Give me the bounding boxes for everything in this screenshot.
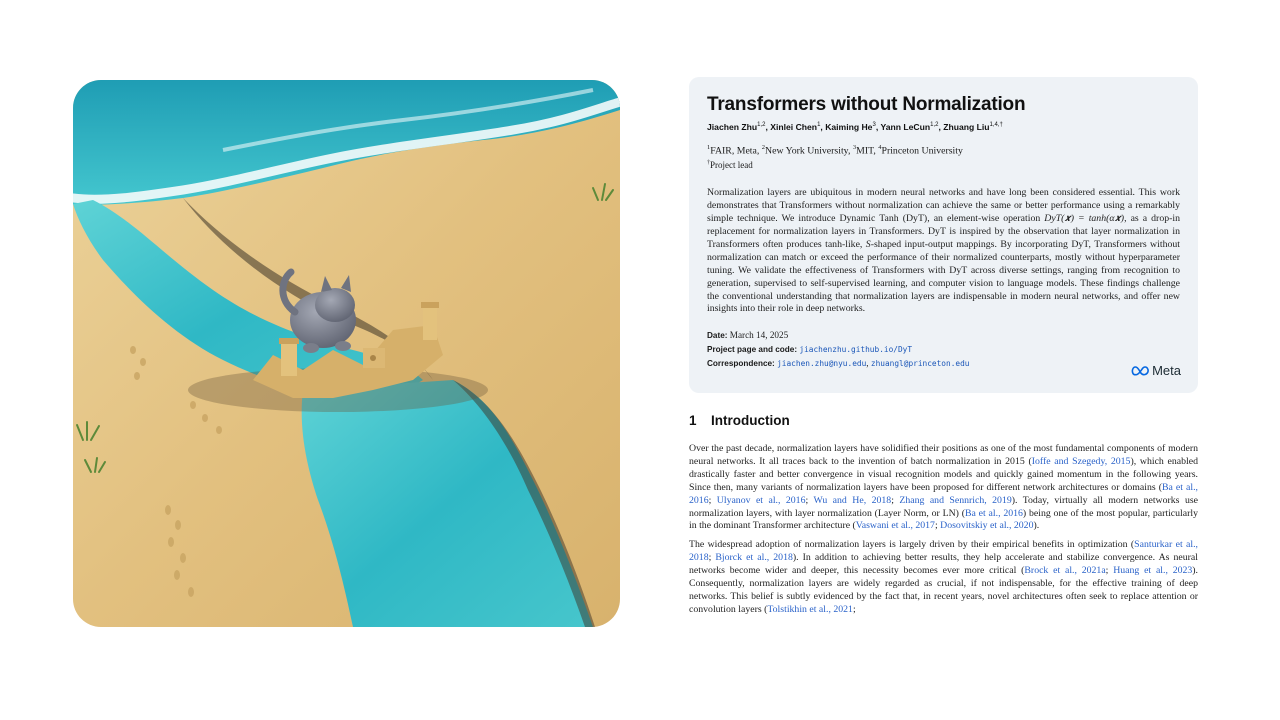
math-expression: S xyxy=(865,238,871,250)
paragraph-text: ; xyxy=(852,603,856,615)
author: Kaiming He$^3$ xyxy=(825,122,876,132)
affiliations: $^1$FAIR, Meta, $^2$New York University, $^3$MIT, $^4$Princeton University xyxy=(707,144,963,157)
citation-link[interactable]: Ulyanov et al., 2016 xyxy=(716,494,806,506)
citation-link[interactable]: Tolstikhin et al., 2021 xyxy=(767,603,853,615)
paragraph-text: ; xyxy=(805,494,814,506)
paper-title: Transformers without Normalization xyxy=(707,94,1026,115)
cover-illustration xyxy=(73,80,620,627)
citation-link[interactable]: Wu and He, 2018 xyxy=(813,494,892,506)
abstract-box xyxy=(689,77,1198,393)
paragraph-text: ; xyxy=(708,494,717,506)
author: Jiachen Zhu$^{1,2}$ xyxy=(707,122,766,132)
email-link[interactable]: jiachen.zhu@nyu.edu xyxy=(777,358,867,368)
paragraph-text: ). xyxy=(1033,520,1040,532)
paragraph-text: ), which enabled drastically faster and better convergence in visual recognition models and quickly gained momentum in the following years. Since then, many variants of normalization layers have been proposed for different network architectures or domains ( xyxy=(689,455,1198,493)
paper-metadata xyxy=(707,329,1180,370)
citation-link[interactable]: Vaswani et al., 2017 xyxy=(855,520,935,532)
paragraph xyxy=(689,443,1198,533)
citation-link[interactable]: Ba et al., 2016 xyxy=(689,481,1198,506)
paragraph-text: ; xyxy=(934,520,941,532)
citation-link[interactable]: Dosovitskiy et al., 2020 xyxy=(940,520,1034,532)
paragraph-text: ). Consequently, normalization layers are widely regarded as crucial, if not indispensable, for the effective training of deep networks. This belief is subtly evidenced by the fact that, in recent years, novel architectures often seek to replace attention or convolution layers ( xyxy=(689,565,1198,615)
meta-infinity-icon xyxy=(1131,365,1150,376)
paragraph-text: ; xyxy=(1105,565,1114,577)
paragraph-text: ). Today, virtually all modern networks use normalization layers, with layer normalization (Layer Norm, or LN) ( xyxy=(689,494,1198,519)
paragraph-text: ) being one of the most popular, particularly in the dominant Transformer architecture ( xyxy=(689,507,1198,532)
paragraph-text: The widespread adoption of normalization layers is largely driven by their empirical benefits in optimization ( xyxy=(689,539,1135,551)
citation-link[interactable]: Brock et al., 2021a xyxy=(1024,565,1106,577)
paragraph-text: Over the past decade, normalization layers have solidified their positions as one of the most fundamental components of modern neural networks. It all traces back to the invention of batch normalization in 2015 ( xyxy=(689,443,1198,467)
citation-link[interactable]: Zhang and Sennrich, 2019 xyxy=(899,494,1012,506)
project-link[interactable]: jiachenzhu.github.io/DyT xyxy=(799,344,913,354)
abstract-text xyxy=(707,187,1180,316)
citation-link[interactable]: Santurkar et al., 2018 xyxy=(689,539,1198,564)
paragraph-text: ). In addition to achieving better results, they help accelerate and stabilize convergence. As neural networks become wider and deeper, this necessity becomes ever more critical ( xyxy=(689,552,1198,577)
date-row: Date: March 14, 2025 xyxy=(707,330,789,341)
introduction-body xyxy=(689,443,1198,629)
section-heading: 1 Introduction xyxy=(689,413,790,428)
citation-link[interactable]: Bjorck et al., 2018 xyxy=(715,552,793,564)
date-value: March 14, 2025 xyxy=(729,330,789,341)
beach-scene-image xyxy=(73,80,620,627)
citation-link[interactable]: Huang et al., 2023 xyxy=(1113,565,1193,577)
abstract-segment: -shaped input-output mappings. By incorporating DyT, Transformers without normalization can match or exceed the performance of their normalized counterparts, mostly without hyperparameter tuning. We validate the effectiveness of Transformers with DyT across diverse settings, ranging from recognition to generation, supervised to self-supervised learning, and computer vision to language models. These findings challenge the conventional understanding that normalization layers are indispensable in modern neural networks, and offer new insights into their role in deep networks. xyxy=(707,238,1180,315)
correspondence-row: Correspondence: jiachen.zhu@nyu.edu, zhuangl@princeton.edu xyxy=(707,357,970,368)
project-row: Project page and code: jiachenzhu.github.io/DyT xyxy=(707,344,913,354)
author: Zhuang Liu$^{1,4,\dagger}$ xyxy=(943,122,1003,132)
paragraph-text: ; xyxy=(708,552,716,564)
citation-link[interactable]: Ioffe and Szegedy, 2015 xyxy=(1031,455,1131,467)
math-expression: DyT(𝒙) = tanh(α𝒙) xyxy=(1044,213,1125,225)
author: Yann LeCun$^{1,2}$ xyxy=(880,122,939,132)
abstract-segment: Normalization layers are ubiquitous in modern neural networks and have long been considered essential. This work demonstrates that Transformers without normalization can achieve the same or better performance using a remarkably simple technique. We introduce Dynamic Tanh (DyT), an element-wise operation xyxy=(707,187,1180,225)
email-link[interactable]: zhuangl@princeton.edu xyxy=(870,358,970,368)
abstract-segment: , as a drop-in replacement for normalization layers in Transformers. DyT is inspired by the observation that layer normalization in Transformers often produces tanh-like, xyxy=(707,213,1181,250)
author: Xinlei Chen$^1$ xyxy=(770,122,821,132)
meta-logo: Meta xyxy=(1131,363,1181,378)
paragraph-text: ; xyxy=(891,494,900,506)
citation-link[interactable]: Ba et al., 2016 xyxy=(965,507,1023,519)
paragraph xyxy=(689,539,1198,616)
project-lead-note: †Project lead xyxy=(707,160,753,171)
author-list: Jiachen Zhu$^{1,2}$, Xinlei Chen$^1$, Kaiming He$^3$, Yann LeCun$^{1,2}$, Zhuang Liu$^{1,4,\dagger}$ xyxy=(707,122,1003,132)
